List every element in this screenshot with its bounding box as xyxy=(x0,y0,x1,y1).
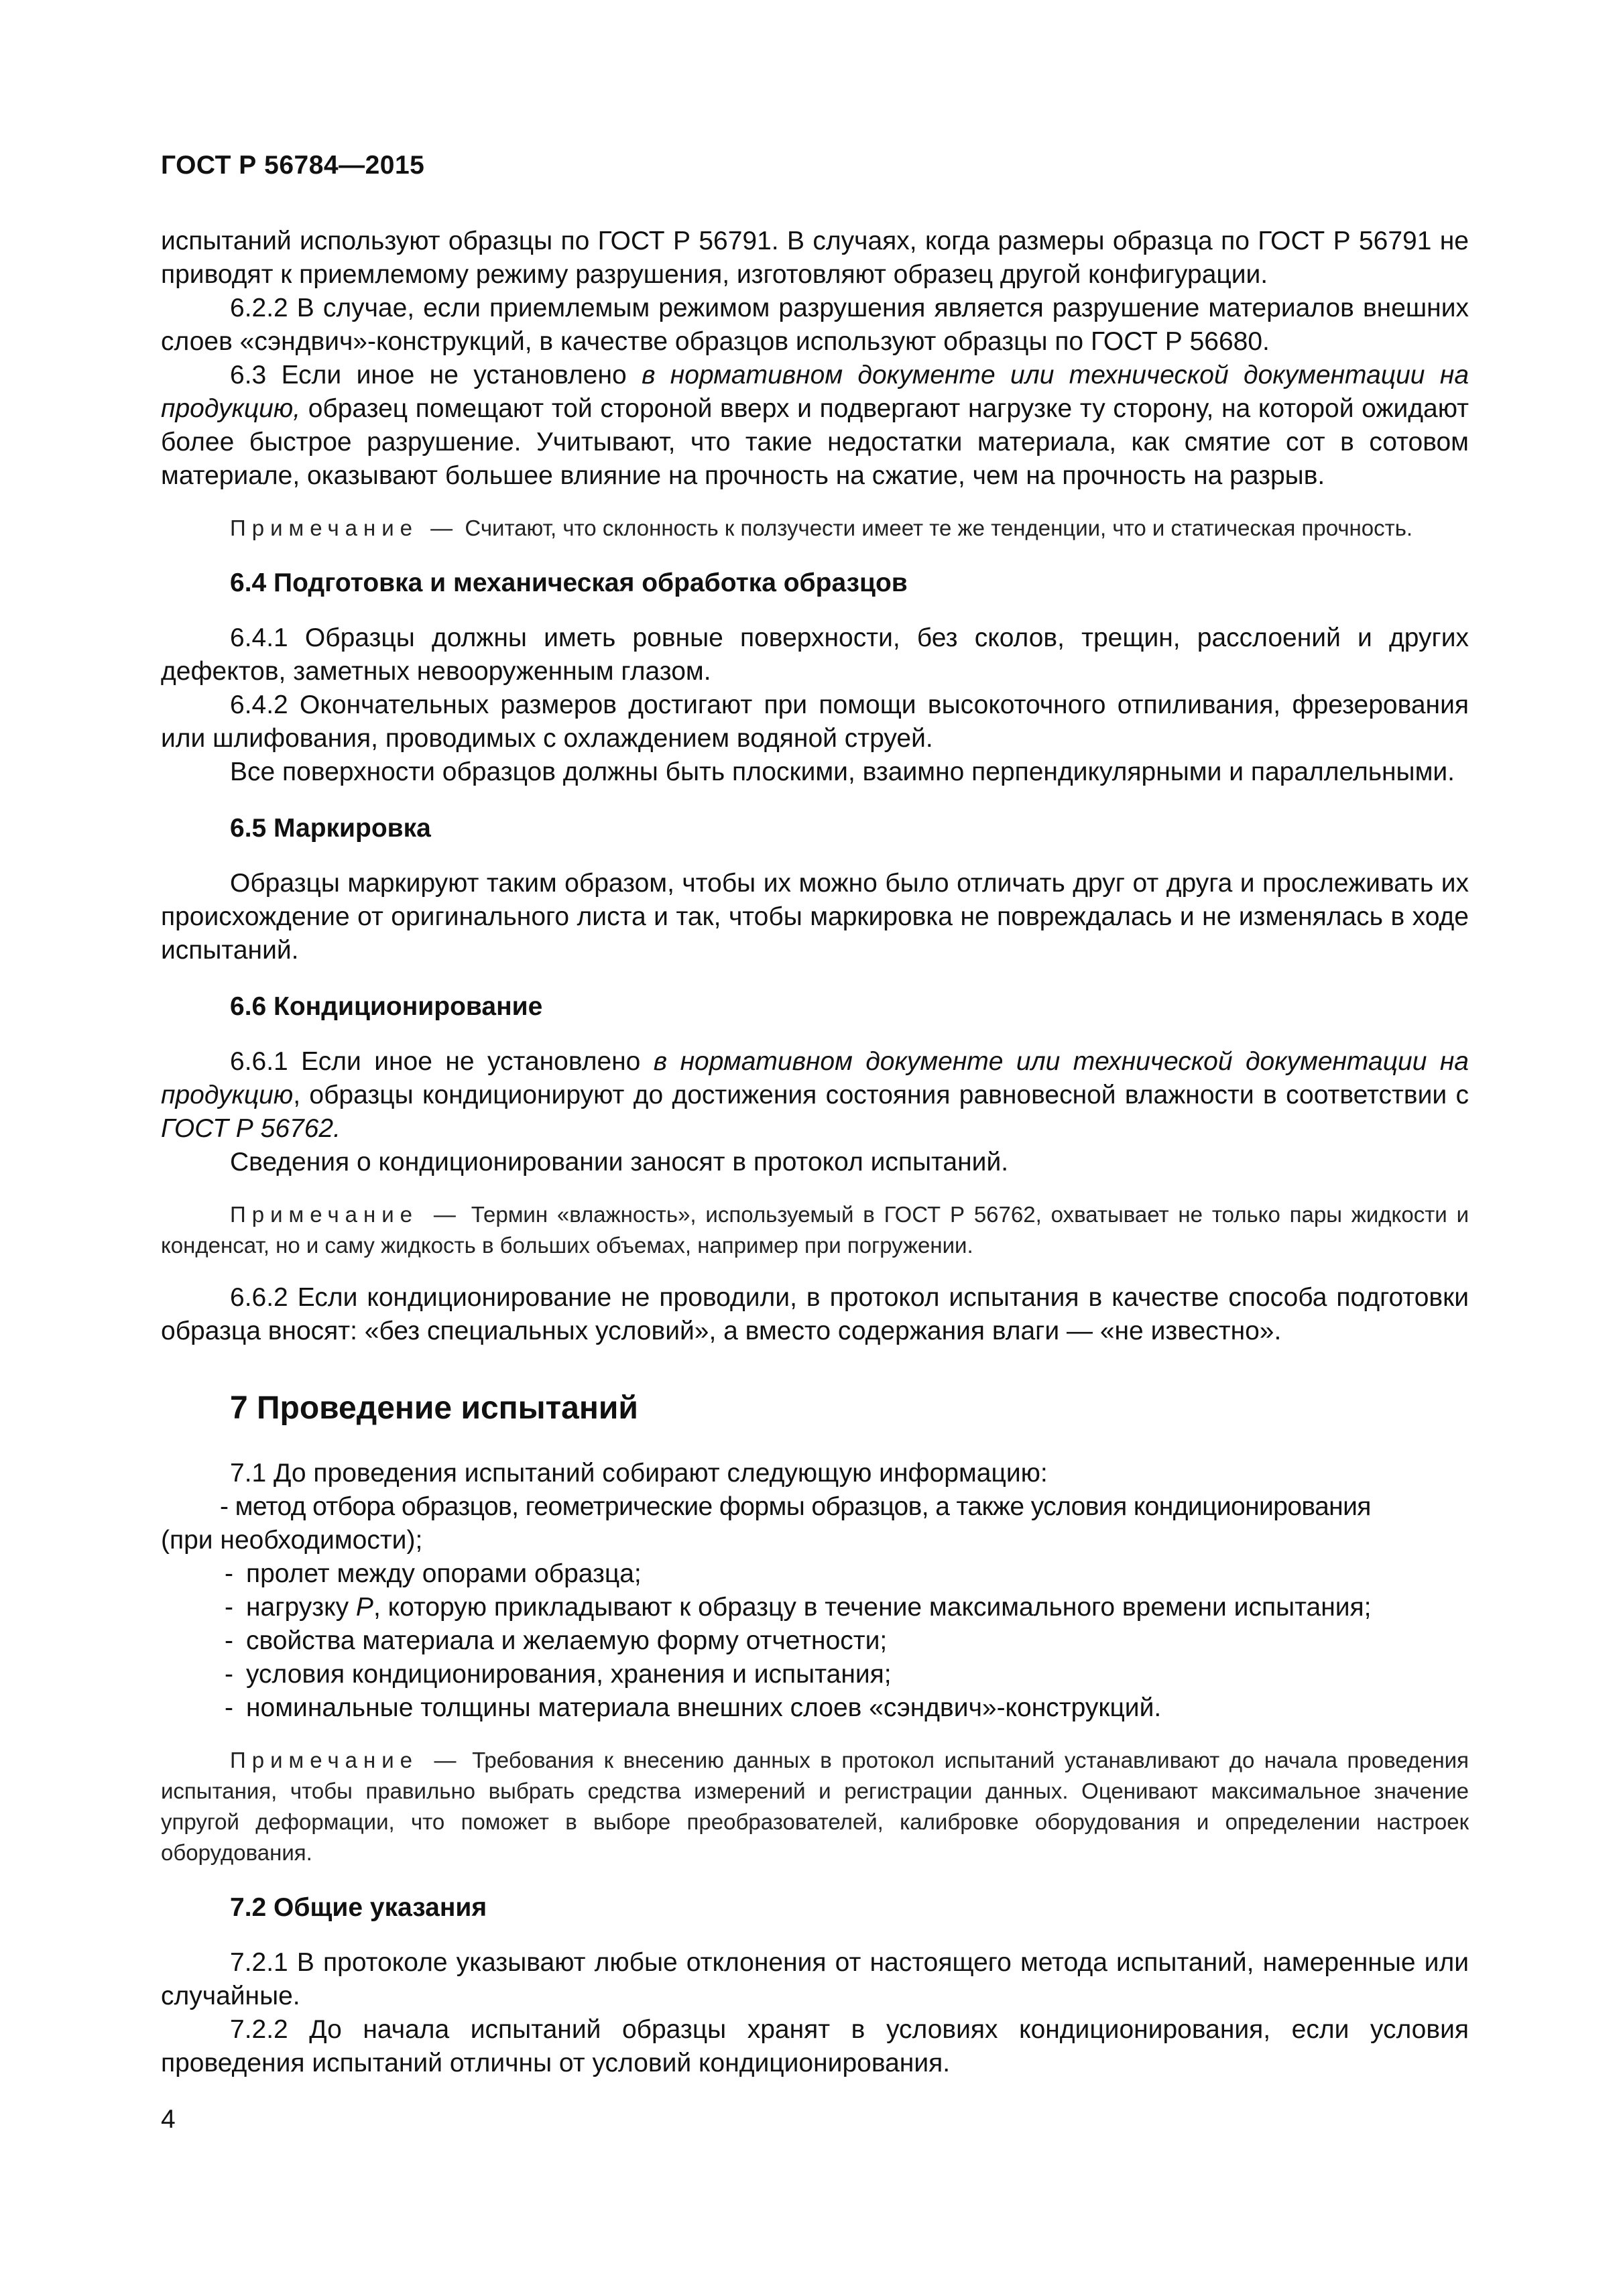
paragraph-6-4-surfaces: Все поверхности образцов должны быть плоскими, взаимно перпендикулярными и параллельными. xyxy=(230,758,1455,786)
paragraph-6-2-2: 6.2.2 В случае, если приемлемым режимом разрушения является разрушение материалов внешних слоев «сэндвич»-конструкций, в качестве образцов используют образцы по ГОСТ Р 56680. xyxy=(161,294,1469,356)
list-item-1-continuation: (при необходимости); xyxy=(161,1526,423,1555)
load-symbol: P xyxy=(355,1593,373,1622)
paragraph-6-6-1-records: Сведения о кондиционировании заносят в протокол испытаний. xyxy=(230,1148,1009,1176)
list-dash: - xyxy=(225,1559,233,1588)
list-dash: - xyxy=(225,1593,233,1622)
paragraph-7-2-1: 7.2.1 В протоколе указывают любые отклонения от настоящего метода испытаний, намеренные или случайные. xyxy=(161,1948,1469,2010)
list-dash: - xyxy=(225,1660,233,1689)
emphasis-gost-reference: ГОСТ Р 56762. xyxy=(161,1114,341,1143)
paragraph-6-4-2: 6.4.2 Окончательных размеров достигают при помощи высокоточного отпиливания, фрезерования или шлифования, проводимых с охлаждением водяной струей. xyxy=(161,690,1469,753)
note-label: Примечание — xyxy=(230,516,459,540)
emphasis-normative-doc: в нормативном документе или технической документации на продукцию, xyxy=(161,361,1469,423)
list-item-6: - номинальные толщины материала внешних слоев «сэндвич»-конструкций. xyxy=(161,1691,1469,1725)
paragraph-7-1: 7.1 До проведения испытаний собирают следующую информацию: xyxy=(230,1459,1048,1488)
list-item-5: - условия кондиционирования, хранения и испытания; xyxy=(161,1658,1469,1691)
list-item-2: - пролет между опорами образца; xyxy=(161,1557,1469,1591)
paragraph-6-6-2: 6.6.2 Если кондиционирование не проводили, в протокол испытания в качестве способа подготовки образца вносят: «без специальных условий», а вместо содержания влаги — «не известно». xyxy=(161,1283,1469,1345)
note-label: Примечание — xyxy=(230,1748,463,1772)
page-number: 4 xyxy=(161,2105,176,2134)
heading-6-4: 6.4 Подготовка и механическая обработка образцов xyxy=(230,568,908,597)
list-item-3: - нагрузку P, которую прикладывают к образцу в течение максимального времени испытания; xyxy=(161,1591,1469,1624)
document-header: ГОСТ Р 56784—2015 xyxy=(161,151,425,180)
note-6-3: Примечание — Считают, что склонность к ползучести имеет те же тенденции, что и статическая прочность. xyxy=(230,516,1413,540)
document-body xyxy=(161,225,1469,2080)
paragraph-6-3: 6.3 Если иное не установлено в нормативном документе или технической документации на продукцию, образец помещают той стороной вверх и подвергают нагрузке ту сторону, на которой ожидают более быстрое разрушение. Учитывают, что такие недостатки материала, как смятие сот в сотовом материале, оказывают большее влияние на прочность на сжатие, чем на прочность на разрыв. xyxy=(161,361,1469,490)
paragraph-6-6-1: 6.6.1 Если иное не установлено в нормативном документе или технической документации на продукцию, образцы кондиционируют до достижения состояния равновесной влажности в соответствии с ГОСТ Р 56762. xyxy=(161,1047,1469,1143)
list-dash: - xyxy=(220,1492,235,1521)
list-item-4: - свойства материала и желаемую форму отчетности; xyxy=(161,1624,1469,1658)
list-dash: - xyxy=(225,1626,233,1655)
emphasis-normative-doc: в нормативном документе или технической документации на продукцию xyxy=(161,1047,1469,1109)
paragraph-7-2-2: 7.2.2 До начала испытаний образцы хранят в условиях кондиционирования, если условия проведения испытаний отличны от условий кондиционирования. xyxy=(161,2015,1469,2077)
heading-6-6: 6.6 Кондиционирование xyxy=(230,992,543,1021)
list-dash: - xyxy=(225,1693,233,1722)
heading-7-2: 7.2 Общие указания xyxy=(230,1893,487,1922)
list-item-1: - метод отбора образцов, геометрические формы образцов, а также условия кондиционирования xyxy=(220,1492,1371,1521)
paragraph-6-5: Образцы маркируют таким образом, чтобы их можно было отличать друг от друга и прослеживать их происхождение от оригинального листа и так, чтобы маркировка не повреждалась и не изменялась в ходе испытаний. xyxy=(161,869,1469,965)
heading-7: 7 Проведение испытаний xyxy=(230,1390,638,1426)
note-7-1: Примечание — Требования к внесению данных в протокол испытаний устанавливают до начала проведения испытания, чтобы правильно выбрать средства измерений и регистрации данных. Оценивают максимальное значение упругой деформации, что поможет в выборе преобразователей, калибровке оборудования и определении настроек оборудования. xyxy=(161,1748,1469,1865)
note-6-6: Примечание — Термин «влажность», используемый в ГОСТ Р 56762, охватывает не только пары жидкости и конденсат, но и саму жидкость в больших объемах, например при погружении. xyxy=(161,1202,1469,1258)
note-label: Примечание — xyxy=(230,1202,462,1227)
paragraph-continuation: испытаний используют образцы по ГОСТ Р 56791. В случаях, когда размеры образца по ГОСТ Р 56791 не приводят к приемлемому режиму разрушения, изготовляют образец другой конфигурации. xyxy=(161,227,1469,289)
paragraph-6-4-1: 6.4.1 Образцы должны иметь ровные поверхности, без сколов, трещин, расслоений и других дефектов, заметных невооруженным глазом. xyxy=(161,623,1469,686)
heading-6-5: 6.5 Маркировка xyxy=(230,814,431,843)
